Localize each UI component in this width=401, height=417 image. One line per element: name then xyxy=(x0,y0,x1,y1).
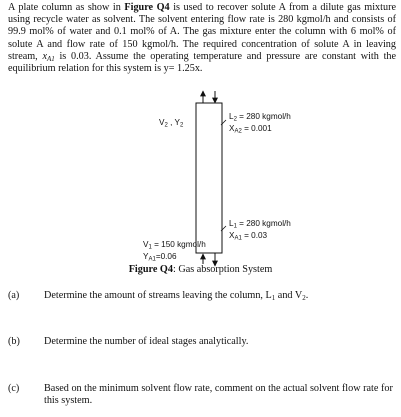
question-a xyxy=(8,290,396,304)
plate-column xyxy=(196,103,222,253)
problem-statement: A plate column as show in Figure Q4 is used to recover solute A from a dilute gas mixture using recycle water as solvent. The solvent entering flow rate is 280 kgmol/h and consists of 99.9 mol% of water and 0.1 mol% of A. The gas mixture enter the column with 6 mol% of solute A and flow rate of 150 kgmol/h. The required concentration of solute A in leaving stream, $x_{A1}$ is 0.03. Assume the operating temperature and pressure are constant with the equilibrium relation for this system is y= 1.25x. xyxy=(8,2,397,75)
question-number: (b) xyxy=(8,336,20,347)
question-number: (a) xyxy=(8,290,20,301)
l1-x-label: $X_{A1} = 0.03$ xyxy=(229,231,268,242)
question-c xyxy=(8,383,396,411)
question-text: Determine the amount of streams leaving the column, $L_1$ and $V_2$. xyxy=(44,290,309,302)
v1-y-label: $Y_{A1}=0.06$ xyxy=(143,252,177,263)
l2-x-label: $X_{A2} = 0.001$ xyxy=(229,124,272,135)
question-b xyxy=(8,336,396,350)
l1-flow-label: $L_1 = 280$ kgmol/h xyxy=(229,219,291,230)
figure-caption: Figure Q4: Gas absorption System xyxy=(128,264,273,275)
question-number: (c) xyxy=(8,383,20,394)
question-text: Based on the minimum solvent flow rate, comment on the actual solvent flow rate for this system. xyxy=(44,383,393,406)
question-text: Determine the number of ideal stages analytically. xyxy=(44,336,249,347)
l2-flow-label: $L_2 = 280$ kgmol/h xyxy=(229,112,291,123)
v2-label: $V_2$ , $Y_2$ xyxy=(159,118,184,129)
v1-flow-label: $V_1 = 150$ kgmol/h xyxy=(143,240,206,251)
figure-reference: Figure Q4 xyxy=(124,2,170,13)
var-x: x xyxy=(42,50,47,62)
